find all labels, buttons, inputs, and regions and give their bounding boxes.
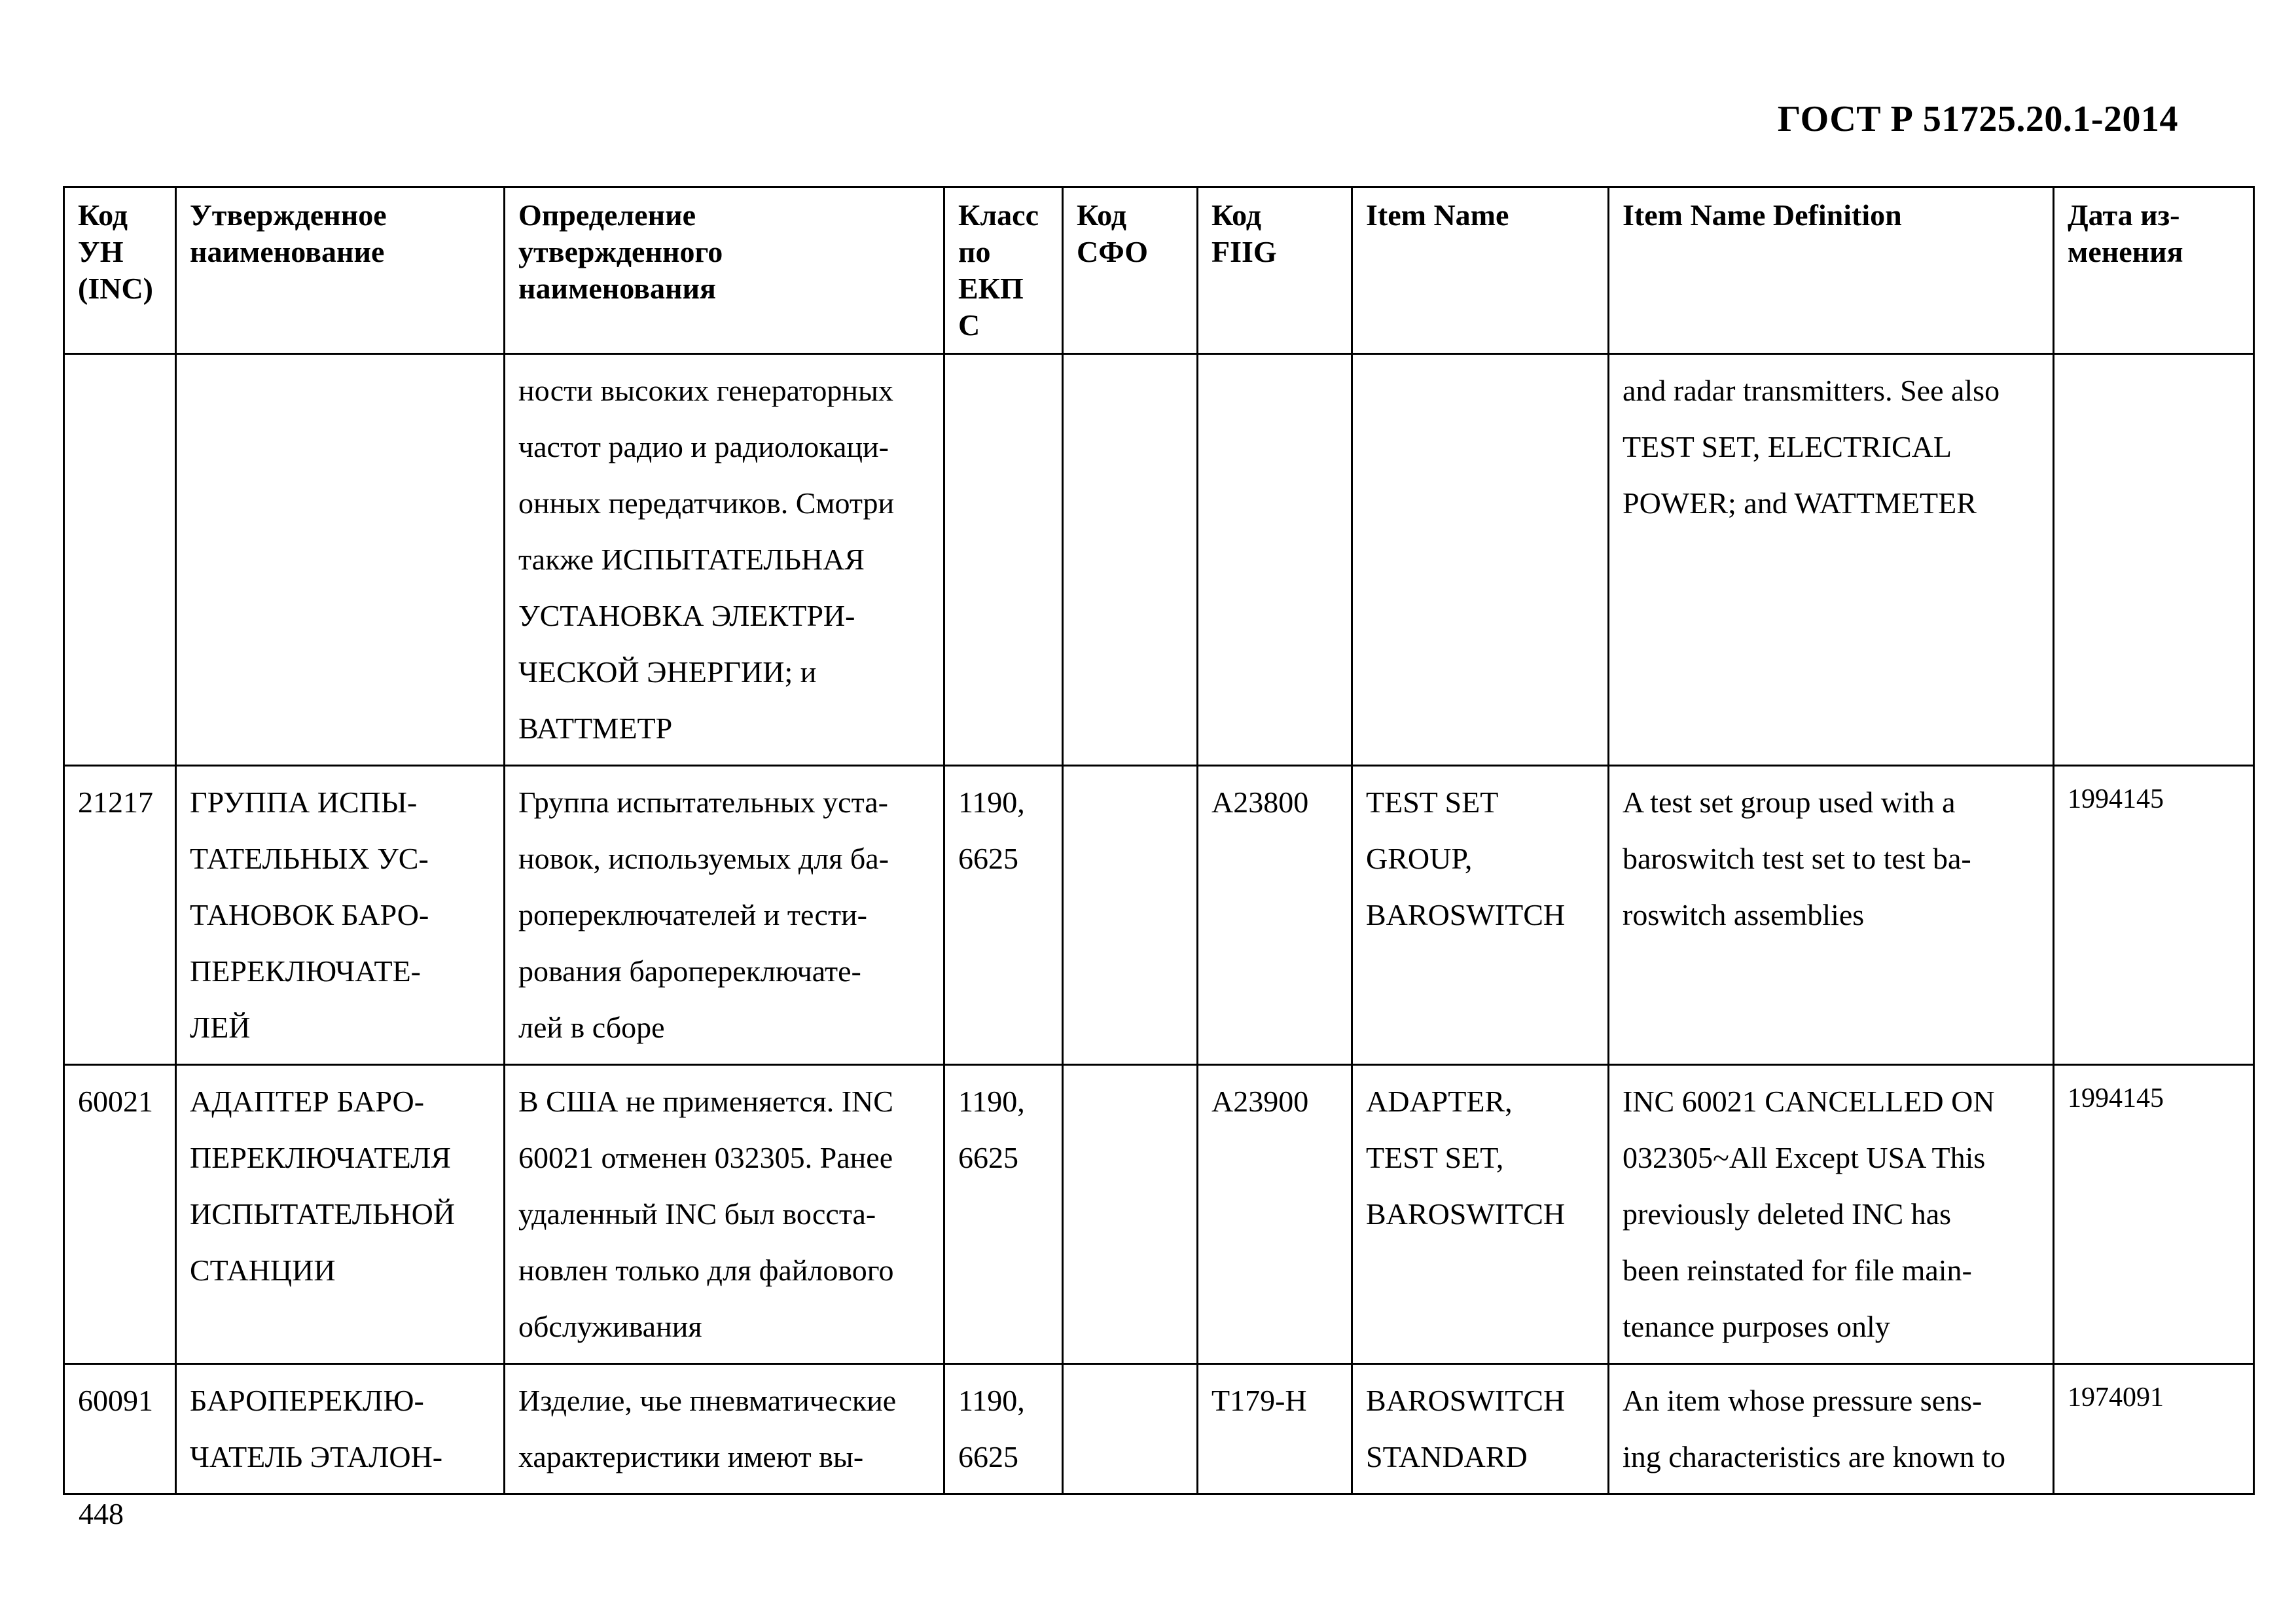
cell-inc <box>64 354 176 766</box>
table-row <box>64 1065 2254 1364</box>
cell-sfo <box>1063 1364 1198 1494</box>
cell-fiig: A23900 <box>1198 1065 1352 1364</box>
cell-date: 1994145 <box>2054 766 2254 1065</box>
cell-definition-ru: Изделие, чье пневматические характеристики имеют вы- <box>505 1364 944 1494</box>
cell-date: 1994145 <box>2054 1065 2254 1364</box>
table-row <box>64 1364 2254 1494</box>
cell-inc: 60091 <box>64 1364 176 1494</box>
cell-date <box>2054 354 2254 766</box>
cell-inc: 21217 <box>64 766 176 1065</box>
cell-inc: 60021 <box>64 1065 176 1364</box>
cell-class: 1190, 6625 <box>944 1364 1063 1494</box>
document-standard-title: ГОСТ Р 51725.20.1-2014 <box>1777 99 2178 139</box>
nomenclature-table-container <box>63 186 2253 1495</box>
cell-definition-ru: Группа испытательных уста- новок, используемых для ба- ропереключателей и тести- рования баропереключате- лей в сборе <box>505 766 944 1065</box>
cell-item-definition: and radar transmitters. See also TEST SET, ELECTRICAL POWER; and WATTMETER <box>1609 354 2054 766</box>
cell-definition-ru: В США не применяется. INC 60021 отменен 032305. Ранее удаленный INC был восста- новлен только для файлового обслуживания <box>505 1065 944 1364</box>
cell-item-name <box>1352 354 1609 766</box>
page-number: 448 <box>79 1497 124 1530</box>
header-approved-name: Утвержденное наименование <box>176 187 505 354</box>
cell-definition-ru: ности высоких генераторных частот радио и радиолокаци- онных передатчиков. Смотри также ИСПЫТАТЕЛЬНАЯ УСТАНОВКА ЭЛЕКТРИ- ЧЕСКОЙ ЭНЕРГИИ; и ВАТТМЕТР <box>505 354 944 766</box>
cell-item-definition: A test set group used with a baroswitch test set to test ba- roswitch assemblies <box>1609 766 2054 1065</box>
cell-item-definition: INC 60021 CANCELLED ON 032305~All Except USA This previously deleted INC has been reinstated for file main- tenance purposes only <box>1609 1065 2054 1364</box>
cell-item-name: ADAPTER, TEST SET, BAROSWITCH <box>1352 1065 1609 1364</box>
header-fiig-code: Код FIIG <box>1198 187 1352 354</box>
header-sfo-code: Код СФО <box>1063 187 1198 354</box>
cell-class <box>944 354 1063 766</box>
header-name-definition: Определение утвержденного наименования <box>505 187 944 354</box>
header-item-name: Item Name <box>1352 187 1609 354</box>
cell-sfo <box>1063 766 1198 1065</box>
cell-name-ru: БАРОПЕРЕКЛЮ- ЧАТЕЛЬ ЭТАЛОН- <box>176 1364 505 1494</box>
table-row <box>64 766 2254 1065</box>
cell-fiig: T179-H <box>1198 1364 1352 1494</box>
nomenclature-table <box>63 186 2255 1495</box>
header-item-name-definition: Item Name Definition <box>1609 187 2054 354</box>
cell-class: 1190, 6625 <box>944 1065 1063 1364</box>
cell-fiig <box>1198 354 1352 766</box>
table-row <box>64 354 2254 766</box>
header-class: Класс по ЕКП С <box>944 187 1063 354</box>
table-header-row <box>64 187 2254 354</box>
cell-item-name: BAROSWITCH STANDARD <box>1352 1364 1609 1494</box>
cell-item-definition: An item whose pressure sens- ing characteristics are known to <box>1609 1364 2054 1494</box>
cell-name-ru <box>176 354 505 766</box>
cell-class: 1190, 6625 <box>944 766 1063 1065</box>
cell-sfo <box>1063 354 1198 766</box>
cell-date: 1974091 <box>2054 1364 2254 1494</box>
cell-name-ru: ГРУППА ИСПЫ- ТАТЕЛЬНЫХ УС- ТАНОВОК БАРО- ПЕРЕКЛЮЧАТЕ- ЛЕЙ <box>176 766 505 1065</box>
header-inc: Код УН (INC) <box>64 187 176 354</box>
header-change-date: Дата из- менения <box>2054 187 2254 354</box>
cell-sfo <box>1063 1065 1198 1364</box>
cell-fiig: A23800 <box>1198 766 1352 1065</box>
cell-item-name: TEST SET GROUP, BAROSWITCH <box>1352 766 1609 1065</box>
cell-name-ru: АДАПТЕР БАРО- ПЕРЕКЛЮЧАТЕЛЯ ИСПЫТАТЕЛЬНОЙ СТАНЦИИ <box>176 1065 505 1364</box>
